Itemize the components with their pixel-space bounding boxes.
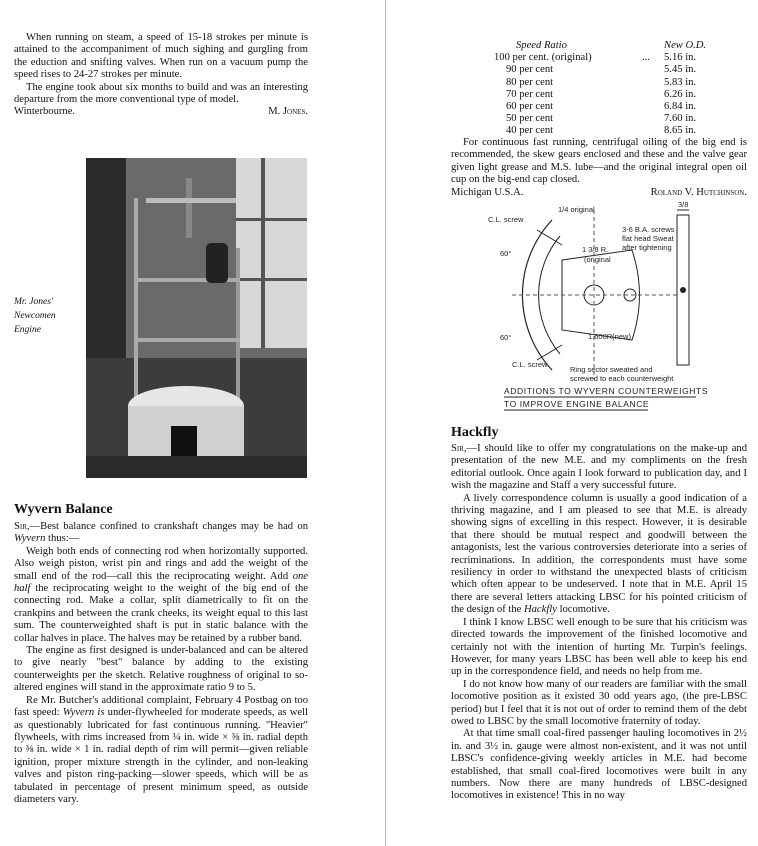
paragraph bbox=[451, 493, 747, 617]
label-cl-screw-bottom: C.L. screw bbox=[512, 360, 548, 369]
photo-beam bbox=[146, 198, 236, 203]
signature-place: Michigan U.S.A. bbox=[451, 186, 524, 198]
text: A lively correspondence column is usually a good indication of a thriving magazine, and I am pleased to see that M.E. is already showing signs of excelling in this respect. However, it is desirable that there should be mutual respect and goodwill between the antagonists, lest the various controversies deteriorate into a series of recriminations. In addition, the correspondents must have some resiliency in order to withstand the unexpected blasts of criticism which often appear to be undeserved. I note that in M.E. April 15 there are several letters attacking LBSC for his pointed criticism of the design of the bbox=[451, 492, 747, 616]
paragraph bbox=[14, 546, 308, 645]
paragraph: At that time small coal-fired passenger hauling locomotives in 2½ in. and 3½ in. gauge were almost non-existent, and it was not until LBSC's confidence-giving weekly articles in M.E. had become established, that small coal-fired locomotives were built in any numbers. Now there are many hundreds of LBSC-designed locomotives in existence! This in no way bbox=[451, 728, 747, 802]
text: —I should like to offer my congratulations on the make-up and presentation of the new M.E. and my compliments on the fresh editorial outlook. Once again I look forward to publication day, and I wish the magazine and Staff a very successful future. bbox=[451, 443, 747, 492]
photo-frame-rail bbox=[134, 338, 240, 342]
text: Re Mr. Butcher's additional complaint, February 4 Postbag on too fast speed: bbox=[14, 694, 308, 719]
label-ring-sector: Ring sector sweated and bbox=[570, 365, 653, 374]
speed-ratio-cell: 80 per cent bbox=[506, 76, 554, 88]
speed-ratio-cell: 70 per cent bbox=[506, 88, 554, 100]
text: the reciprocating weight to the weight of the big end of the connecting rod. Make a collar, split diametrically to fit on the crankpins and between the crank cheeks, its weight equal to this last sum. The counterweighted shaft is put in static balance with the collar halves in place. The halves may be retained by a rubber band. bbox=[14, 583, 308, 644]
table-row bbox=[494, 64, 706, 76]
photo-window-bar bbox=[236, 278, 307, 281]
signature-line bbox=[451, 187, 747, 199]
speed-ratio-cell: 100 per cent. (original) bbox=[494, 52, 592, 64]
label-60-bottom: 60° bbox=[500, 333, 512, 342]
caption-line: Mr. Jones' bbox=[14, 297, 53, 307]
table-row bbox=[494, 77, 706, 89]
label-cl-screw-top: C.L. screw bbox=[488, 215, 524, 224]
table-row bbox=[494, 113, 706, 125]
label-ba-screws: 3-6 B.A. screws bbox=[622, 225, 675, 234]
table-cell bbox=[642, 40, 664, 52]
label-ba-screws: flat head Sweat bbox=[622, 234, 674, 243]
photo-window-pane bbox=[236, 158, 307, 348]
italic-text: Hackfly bbox=[523, 604, 557, 616]
counterweight-diagram bbox=[482, 200, 752, 420]
hackfly-letter bbox=[451, 425, 747, 803]
leader-dots bbox=[642, 64, 664, 76]
new-od-cell: 5.83 in. bbox=[664, 76, 697, 88]
new-od-cell: 5.45 in. bbox=[664, 64, 697, 76]
page-gutter bbox=[385, 0, 386, 846]
wyvern-heading: Wyvern Balance bbox=[14, 502, 113, 517]
photo-beam-post bbox=[186, 178, 192, 238]
new-od-cell: 5.16 in. bbox=[664, 52, 697, 64]
paragraph: The engine took about six months to build and was an interesting departure from the more conventional type of model. bbox=[14, 81, 308, 106]
label-60-top: 60° bbox=[500, 249, 512, 258]
leader-dots bbox=[642, 113, 664, 125]
paragraph: When running on steam, a speed of 15-18 strokes per minute is attained to the accompaniment of much sighing and gurgling from the eduction and snifting valves. When run on a vacuum pump the speed rises to 24-27 strokes per minute. bbox=[14, 32, 308, 81]
salutation: Sir, bbox=[451, 443, 467, 454]
photo-cylinder bbox=[206, 243, 228, 283]
table-row bbox=[494, 125, 706, 137]
new-od-cell: 6.26 in. bbox=[664, 88, 697, 100]
text: under-flywheeled for moderate speeds, as well as questionably lubricated for fast continuous running. "Heavier" flywheels, with rims increased from ¼ in. wide × ⅜ in. radial depth to ⅜ in. wide × 1 in. radial depth of rim will permit—given reliable ignition, proper mixture strength in the cylinder, and non-leaking valves and piston ring-packing—slower speeds, which will be as tabulated in percentage of present minimum speed, as outside diameters vary. bbox=[14, 707, 308, 805]
new-od-cell: 8.65 in. bbox=[664, 125, 697, 137]
text: —Best balance confined to crankshaft changes may be had on bbox=[29, 521, 308, 532]
wyvern-letter bbox=[14, 502, 308, 806]
signature-author: Roland V. Hutchinson. bbox=[650, 186, 747, 198]
leader-dots bbox=[642, 77, 664, 89]
label-ring-sector: screwed to each counterweight bbox=[570, 374, 674, 383]
label-ba-screws: after tightening bbox=[622, 243, 672, 252]
new-od-cell: 7.60 in. bbox=[664, 113, 697, 125]
leader-dots bbox=[642, 89, 664, 101]
paragraph bbox=[14, 521, 308, 546]
speed-table-body bbox=[494, 52, 706, 137]
label-1-3-8-r: 1 3/8 R. bbox=[582, 245, 609, 254]
new-od-cell: 6.84 in. bbox=[664, 101, 697, 113]
photo-wall-left bbox=[86, 158, 126, 358]
diagram-title: ADDITIONS TO WYVERN COUNTERWEIGHTS bbox=[504, 386, 709, 396]
leader-dots: ... bbox=[642, 52, 650, 64]
photo-floor bbox=[86, 456, 307, 478]
italic-text: Wyvern bbox=[14, 533, 46, 545]
speed-ratio-cell: 90 per cent bbox=[506, 64, 554, 76]
italic-text: one half bbox=[14, 570, 308, 595]
photo-frame-post bbox=[134, 198, 138, 418]
engine-photo bbox=[86, 158, 307, 478]
paragraph: I think I know LBSC well enough to be sure that his criticism was directed towards the improvement of the finished locomotive and certainly not with the intention of hurting Mr. Turpin's feelings. However, for many years LBSC has been well able to keep his end up in the correspondence field, and needs no help from me. bbox=[451, 616, 747, 678]
leader-dots bbox=[642, 101, 664, 113]
hackfly-heading: Hackfly bbox=[451, 425, 499, 440]
photo-window-bar bbox=[236, 218, 307, 221]
left-column-top bbox=[14, 32, 308, 119]
text: locomotive. bbox=[556, 604, 610, 616]
table-row bbox=[494, 89, 706, 101]
paragraph: I do not know how many of our readers are familiar with the small locomotive position as it existed 30 odd years ago, (the pre-LBSC period) but I feel that it is not out of order to remind them of the debt owed to LBSC by the small locomotive fraternity of today. bbox=[451, 678, 747, 727]
signature-author: M. Jones. bbox=[268, 106, 308, 118]
text: thus:— bbox=[45, 533, 80, 545]
label-three-eighths: 3/8 bbox=[678, 200, 689, 209]
speed-ratio-cell: 60 per cent bbox=[506, 101, 554, 113]
speed-ratio-cell: 50 per cent bbox=[506, 113, 554, 125]
caption-line: Newcomen bbox=[14, 311, 56, 321]
paragraph bbox=[451, 443, 747, 493]
table-header: New O.D. bbox=[664, 40, 707, 51]
table-header: Speed Ratio bbox=[516, 40, 567, 51]
signature-place: Winterbourne. bbox=[14, 106, 76, 118]
caption-line: Engine bbox=[14, 325, 41, 335]
speed-table bbox=[494, 40, 706, 138]
text: Weigh both ends of connecting rod when horizontally supported. Also weigh piston, wrist pin and rings and add the weight of the small end of the rod—call this the reciprocating weight. Add bbox=[14, 545, 308, 582]
paragraph: For continuous fast running, centrifugal oiling of the big end is recommended, the skew gears enclosed and these and the valve gear given light grease and M.S. lube—and the original integral open oil cup on the big-end cap closed. bbox=[451, 137, 747, 186]
photo-caption bbox=[14, 295, 80, 337]
right-column-top bbox=[451, 137, 747, 199]
screw-mark bbox=[680, 287, 686, 293]
leader-dots bbox=[642, 125, 664, 137]
photo-window-bar bbox=[261, 158, 265, 348]
italic-text: Wyvern is bbox=[62, 707, 105, 719]
salutation: Sir, bbox=[14, 521, 30, 532]
table-row bbox=[494, 52, 706, 64]
signature-line bbox=[14, 106, 308, 118]
photo-frame-post bbox=[236, 248, 240, 418]
speed-ratio-cell: 40 per cent bbox=[506, 125, 554, 137]
paragraph: The engine as first designed is under-balanced and can be altered to give nearly "best" balance by adding to the existing counterweights per the sketch. Relative roughness of original to so-altered engines will stand in the approximate ratio 9 to 5. bbox=[14, 645, 308, 694]
label-quarter-original: 1/4 original bbox=[558, 205, 595, 214]
label-1600r: 1.600R(new) bbox=[588, 332, 631, 341]
label-original: (original bbox=[584, 255, 611, 264]
table-row bbox=[494, 101, 706, 113]
table-header-row bbox=[494, 40, 706, 52]
photo-firebox-door bbox=[171, 426, 197, 456]
diagram-title: TO IMPROVE ENGINE BALANCE bbox=[504, 399, 650, 409]
paragraph bbox=[14, 695, 308, 807]
